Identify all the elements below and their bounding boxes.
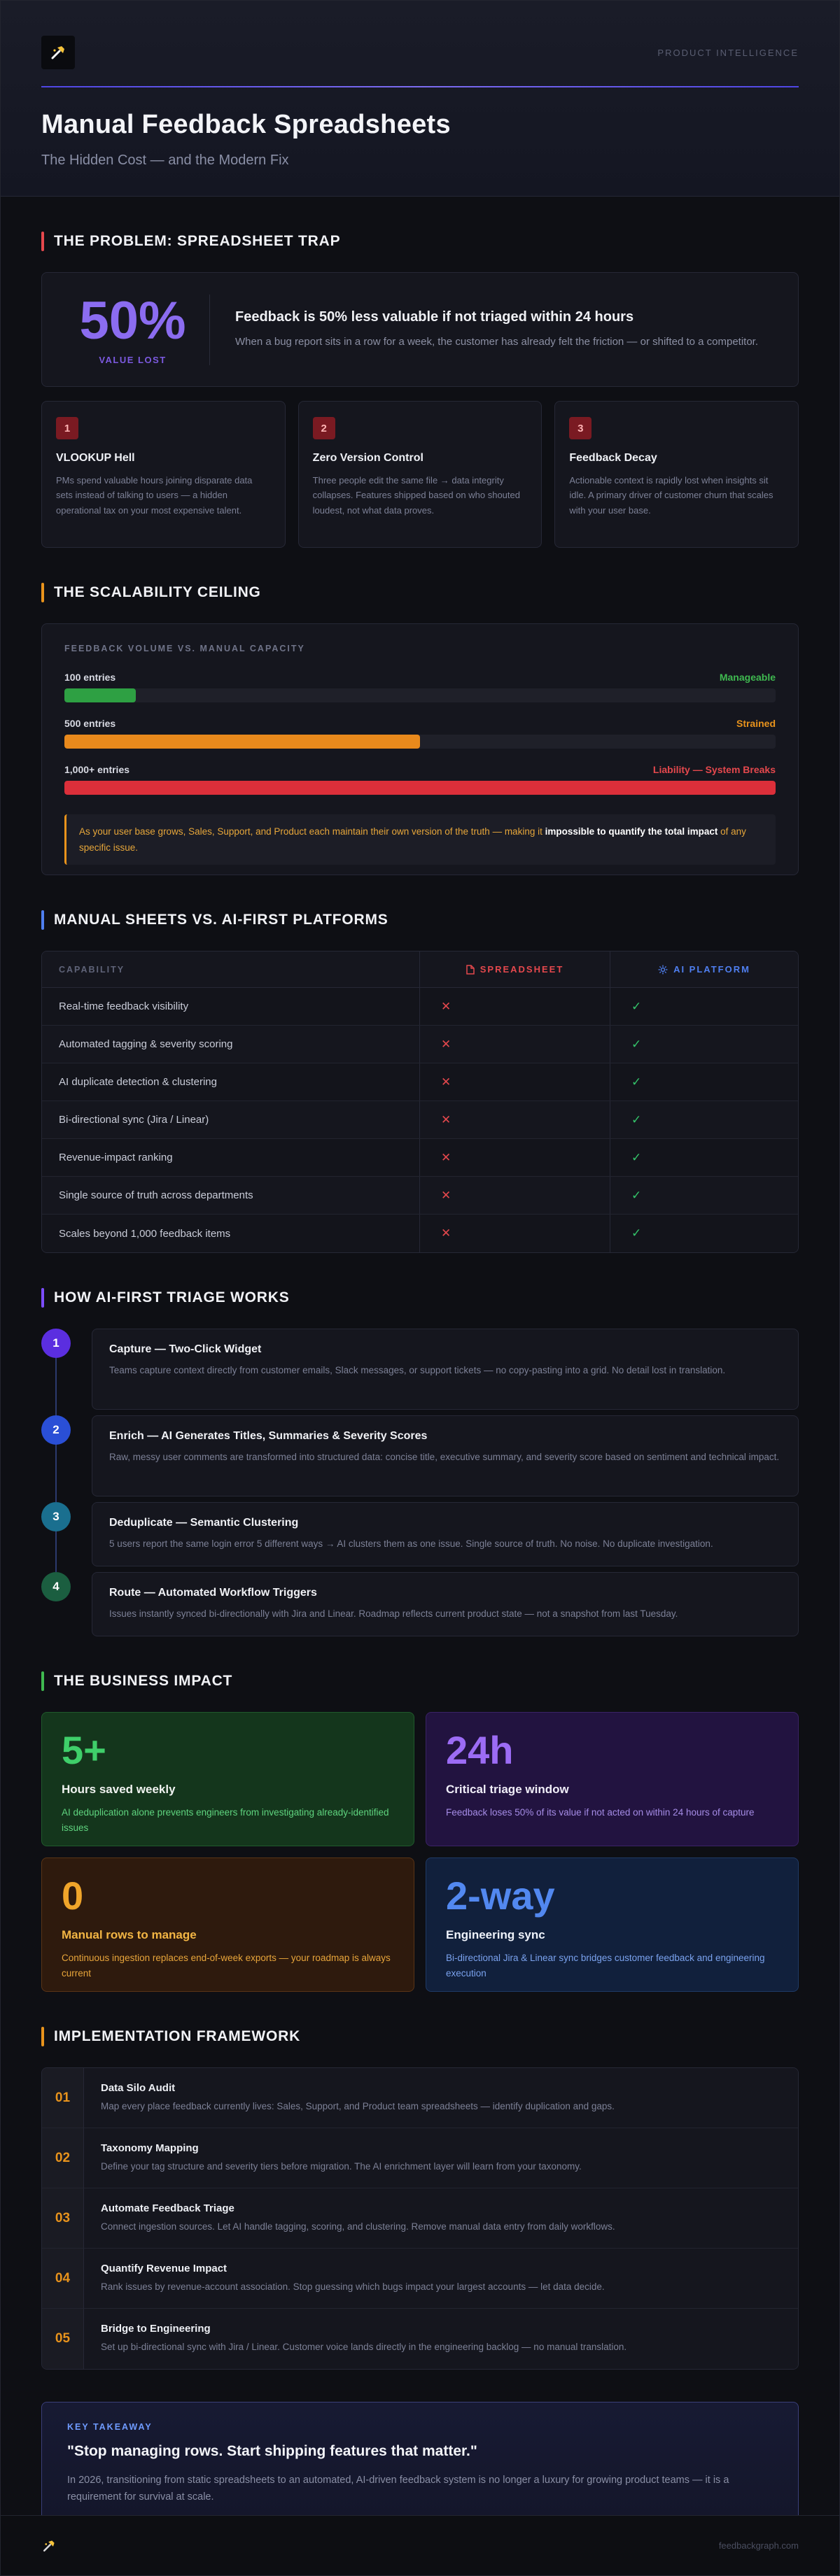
impact-value: 2-way <box>446 1874 555 1918</box>
number-badge: 3 <box>569 417 592 439</box>
step-connector <box>55 1445 57 1502</box>
section-accent-bar <box>41 2027 44 2046</box>
capacity-bar-row <box>64 764 776 795</box>
section-header-comparison <box>41 910 799 930</box>
section-accent-bar <box>41 583 44 602</box>
framework-text <box>84 2249 798 2308</box>
impact-grid <box>41 1712 799 1992</box>
step-number: 3 <box>41 1502 71 1531</box>
capacity-bar-row <box>64 718 776 749</box>
impact-card <box>41 1857 414 1992</box>
ai-platform-cell <box>610 1101 798 1138</box>
impact-body: Bi-directional Jira & Linear sync bridges customer feedback and engineering execution <box>446 1953 765 1979</box>
framework-title: Data Silo Audit <box>101 2082 176 2094</box>
framework-row <box>42 2309 798 2369</box>
big-stat <box>70 290 210 365</box>
footer-url[interactable]: feedbackgraph.com <box>718 2540 799 2551</box>
page-subtitle: The Hidden Cost — and the Modern Fix <box>41 153 289 168</box>
col-ai-label: AI PLATFORM <box>673 964 750 975</box>
sparkle-icon <box>658 965 668 975</box>
capacity-bars <box>64 672 776 795</box>
section-accent-bar <box>41 1288 44 1308</box>
framework-body: Rank issues by revenue-account association. Stop guessing which bugs impact your largest accounts — let data decide. <box>101 2281 605 2292</box>
framework-title: Taxonomy Mapping <box>101 2142 199 2154</box>
triage-step <box>41 1572 799 1636</box>
framework-body: Map every place feedback currently lives: Sales, Support, and Product team spreadsheets — identify duplication and gaps. <box>101 2101 615 2111</box>
impact-card <box>41 1712 414 1846</box>
hero-divider <box>41 86 799 87</box>
framework-title: Bridge to Engineering <box>101 2323 211 2335</box>
number-badge: 1 <box>56 417 78 439</box>
step-title: Deduplicate — Semantic Clustering <box>109 1517 299 1529</box>
comparison-table <box>41 951 799 1253</box>
stat-body: When a bug report sits in a row for a week, the customer has already felt the friction — or shifted to a competitor. <box>235 335 759 348</box>
framework-text <box>84 2068 798 2128</box>
problem-cards <box>41 401 799 548</box>
framework-body: Define your tag structure and severity tiers before migration. The AI enrichment layer will learn from your taxonomy. <box>101 2161 582 2172</box>
x-icon: ✕ <box>441 1075 451 1089</box>
step-body: Teams capture context directly from customer emails, Slack messages, or support tickets — no copy-pasting into a grid. No detail lost in translation. <box>109 1365 726 1375</box>
check-icon: ✓ <box>631 1226 642 1240</box>
hammer-icon <box>49 43 67 62</box>
x-icon: ✕ <box>441 1150 451 1164</box>
step-marker <box>41 1502 92 1566</box>
x-icon: ✕ <box>441 1112 451 1126</box>
bar-labels <box>64 672 776 683</box>
bar-status: Manageable <box>719 672 776 683</box>
section-title: THE SCALABILITY CEILING <box>54 584 261 600</box>
table-row <box>42 1101 798 1139</box>
ai-platform-cell <box>610 1215 798 1252</box>
note-text: As your user base grows, Sales, Support, and Product each maintain their own version of the truth — making it <box>79 826 545 837</box>
check-icon: ✓ <box>631 1112 642 1126</box>
bar-status: Strained <box>736 718 776 729</box>
x-icon: ✕ <box>441 999 451 1013</box>
step-card <box>92 1329 799 1410</box>
page-title: Manual Feedback Spreadsheets <box>41 110 451 139</box>
impact-value: 0 <box>62 1874 84 1918</box>
impact-title: Engineering sync <box>446 1928 545 1941</box>
col-spreadsheet <box>420 951 610 987</box>
impact-body: Feedback loses 50% of its value if not acted on within 24 hours of capture <box>446 1807 755 1818</box>
ai-platform-cell <box>610 988 798 1025</box>
hero-header <box>1 1 839 197</box>
step-number: 2 <box>41 1415 71 1445</box>
spreadsheet-cell <box>420 1177 610 1214</box>
capability-cell: Scales beyond 1,000 feedback items <box>42 1215 420 1252</box>
section-accent-bar <box>41 910 44 930</box>
step-body: Issues instantly synced bi-directionally with Jira and Linear. Roadmap reflects current product state — not a snapshot from last Tuesday. <box>109 1608 678 1619</box>
step-marker <box>41 1329 92 1410</box>
step-card <box>92 1415 799 1496</box>
framework-step-number: 04 <box>42 2249 84 2308</box>
table-row <box>42 1063 798 1101</box>
triage-step <box>41 1329 799 1410</box>
triage-step <box>41 1502 799 1566</box>
bar-labels <box>64 718 776 729</box>
spreadsheet-cell <box>420 1139 610 1176</box>
framework-title: Automate Feedback Triage <box>101 2202 234 2214</box>
col-ai-platform <box>610 951 798 987</box>
col-capability: CAPABILITY <box>42 951 420 987</box>
section-title: MANUAL SHEETS VS. AI-FIRST PLATFORMS <box>54 912 388 928</box>
impact-value: 5+ <box>62 1728 106 1772</box>
section-title: IMPLEMENTATION FRAMEWORK <box>54 2028 301 2044</box>
check-icon: ✓ <box>631 1150 642 1164</box>
bar-track <box>64 688 776 702</box>
big-stat-label: VALUE LOST <box>99 354 167 365</box>
impact-card <box>426 1712 799 1846</box>
framework-step-number: 01 <box>42 2068 84 2128</box>
key-takeaway <box>41 2402 799 2526</box>
problem-card <box>298 401 542 548</box>
impact-value: 24h <box>446 1728 514 1772</box>
impact-title: Critical triage window <box>446 1783 569 1796</box>
footer <box>1 2515 839 2575</box>
framework-title: Quantify Revenue Impact <box>101 2263 227 2274</box>
hero-top-row <box>41 36 799 69</box>
bar-label: 100 entries <box>64 672 116 683</box>
framework-text <box>84 2188 798 2248</box>
capability-cell: Single source of truth across departments <box>42 1177 420 1214</box>
triage-steps <box>41 1329 799 1636</box>
brand-logo <box>41 36 75 69</box>
stat-headline: Feedback is 50% less valuable if not triaged within 24 hours <box>235 309 634 325</box>
section-title: HOW AI-FIRST TRIAGE WORKS <box>54 1289 290 1305</box>
framework-row <box>42 2128 798 2188</box>
ai-platform-cell <box>610 1177 798 1214</box>
table-row <box>42 1026 798 1063</box>
bar-label: 500 entries <box>64 718 116 729</box>
table-row <box>42 1177 798 1215</box>
framework-step-number: 03 <box>42 2188 84 2248</box>
brand-tag: PRODUCT INTELLIGENCE <box>657 47 799 58</box>
spreadsheet-cell <box>420 988 610 1025</box>
capability-cell: Bi-directional sync (Jira / Linear) <box>42 1101 420 1138</box>
section-header-scalability <box>41 583 799 602</box>
framework-body: Set up bi-directional sync with Jira / Linear. Customer voice lands directly in the engineering backlog — no manual translation. <box>101 2342 627 2352</box>
step-body: 5 users report the same login error 5 different ways → AI clusters them as one issue. Single source of truth. No noise. No duplicate investigation. <box>109 1538 713 1549</box>
framework-step-number: 05 <box>42 2309 84 2369</box>
framework-step-number: 02 <box>42 2128 84 2188</box>
scalability-note <box>64 814 776 865</box>
capacity-bar-row <box>64 672 776 702</box>
scalability-caption: FEEDBACK VOLUME VS. MANUAL CAPACITY <box>64 644 305 653</box>
ai-platform-cell <box>610 1139 798 1176</box>
check-icon: ✓ <box>631 1037 642 1051</box>
bar-fill <box>64 688 136 702</box>
spreadsheet-cell <box>420 1063 610 1101</box>
main-content <box>1 232 839 2526</box>
section-accent-bar <box>41 1671 44 1691</box>
document-icon <box>466 965 475 975</box>
section-title: THE BUSINESS IMPACT <box>54 1673 233 1689</box>
section-accent-bar <box>41 232 44 251</box>
section-header-triage <box>41 1288 799 1308</box>
bar-fill <box>64 735 420 749</box>
impact-body: Continuous ingestion replaces end-of-week exports — your roadmap is always current <box>62 1953 391 1979</box>
problem-card <box>41 401 286 548</box>
x-icon: ✕ <box>441 1037 451 1051</box>
ai-platform-cell <box>610 1026 798 1063</box>
section-header-problem <box>41 232 799 251</box>
capability-cell: Real-time feedback visibility <box>42 988 420 1025</box>
number-badge: 2 <box>313 417 335 439</box>
problem-card-title: VLOOKUP Hell <box>56 452 135 464</box>
impact-card <box>426 1857 799 1992</box>
comparison-rows <box>42 988 798 1252</box>
spreadsheet-cell <box>420 1026 610 1063</box>
hammer-icon <box>41 2538 57 2554</box>
step-title: Route — Automated Workflow Triggers <box>109 1587 317 1599</box>
impact-title: Manual rows to manage <box>62 1928 197 1941</box>
framework-body: Connect ingestion sources. Let AI handle tagging, scoring, and clustering. Remove manual data entry from daily workflows. <box>101 2221 615 2232</box>
section-header-framework <box>41 2027 799 2046</box>
section-header-impact <box>41 1671 799 1691</box>
bar-label: 1,000+ entries <box>64 764 130 775</box>
ai-platform-cell <box>610 1063 798 1101</box>
bar-fill <box>64 781 776 795</box>
bar-labels <box>64 764 776 775</box>
x-icon: ✕ <box>441 1188 451 1202</box>
impact-title: Hours saved weekly <box>62 1783 176 1796</box>
problem-card-title: Feedback Decay <box>569 452 657 464</box>
takeaway-quote: "Stop managing rows. Start shipping features that matter." <box>67 2443 477 2459</box>
note-emphasis: impossible to quantify the total impact <box>545 826 718 837</box>
step-connector <box>55 1358 57 1415</box>
big-stat-value: 50% <box>79 290 186 351</box>
framework-text <box>84 2309 798 2369</box>
step-marker <box>41 1415 92 1496</box>
problem-card <box>554 401 799 548</box>
framework-row <box>42 2249 798 2309</box>
bar-track <box>64 781 776 795</box>
problem-card-body: Actionable context is rapidly lost when insights sit idle. A primary driver of customer churn that scales with your user base. <box>569 475 774 516</box>
takeaway-label: KEY TAKEAWAY <box>67 2422 153 2432</box>
takeaway-body: In 2026, transitioning from static spreadsheets to an automated, AI-driven feedback system is no longer a luxury for growing product teams — it is a requirement for survival at scale. <box>67 2475 729 2503</box>
stat-description <box>235 309 758 351</box>
table-row <box>42 1215 798 1252</box>
step-number: 1 <box>41 1329 71 1358</box>
problem-card-title: Zero Version Control <box>312 452 424 464</box>
step-title: Enrich — AI Generates Titles, Summaries & Severity Scores <box>109 1430 428 1442</box>
scalability-card <box>41 623 799 875</box>
triage-step <box>41 1415 799 1496</box>
col-spreadsheet-label: SPREADSHEET <box>479 964 564 975</box>
spreadsheet-cell <box>420 1101 610 1138</box>
section-title: THE PROBLEM: SPREADSHEET TRAP <box>54 233 341 249</box>
step-card <box>92 1502 799 1566</box>
framework-row <box>42 2188 798 2249</box>
bar-status: Liability — System Breaks <box>652 764 776 775</box>
step-marker <box>41 1572 92 1636</box>
step-connector <box>55 1531 57 1572</box>
capability-cell: AI duplicate detection & clustering <box>42 1063 420 1101</box>
table-row <box>42 1139 798 1177</box>
note-text-end: of any specific issue. <box>79 826 746 853</box>
spreadsheet-cell <box>420 1215 610 1252</box>
step-number: 4 <box>41 1572 71 1601</box>
check-icon: ✓ <box>631 1075 642 1089</box>
impact-body: AI deduplication alone prevents engineers from investigating already-identified issues <box>62 1807 389 1833</box>
comparison-header-row <box>42 951 798 988</box>
check-icon: ✓ <box>631 1188 642 1202</box>
framework-text <box>84 2128 798 2188</box>
capability-cell: Automated tagging & severity scoring <box>42 1026 420 1063</box>
framework-row <box>42 2068 798 2128</box>
problem-card-body: PMs spend valuable hours joining disparate data sets instead of talking to users — a hidden operational tax on your most expensive talent. <box>56 475 253 516</box>
value-lost-card <box>41 272 799 387</box>
capability-cell: Revenue-impact ranking <box>42 1139 420 1176</box>
x-icon: ✕ <box>441 1226 451 1240</box>
check-icon: ✓ <box>631 999 642 1013</box>
framework-list <box>41 2067 799 2370</box>
step-title: Capture — Two-Click Widget <box>109 1343 262 1355</box>
step-card <box>92 1572 799 1636</box>
bar-track <box>64 735 776 749</box>
table-row <box>42 988 798 1026</box>
problem-card-body: Three people edit the same file → data integrity collapses. Features shipped based on who shouted loudest, not what data proves. <box>312 475 520 516</box>
step-body: Raw, messy user comments are transformed into structured data: concise title, executive summary, and severity score based on sentiment and technical impact. <box>109 1452 780 1462</box>
